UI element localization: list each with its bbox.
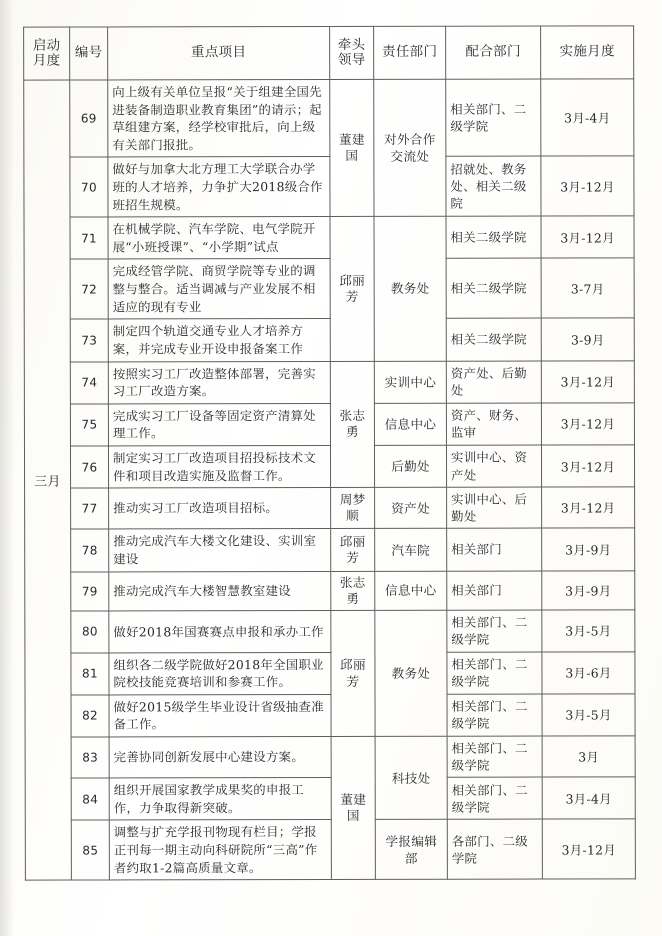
project-description-cell: 按照实习工厂改造整体部署，完善实习工厂改造方案。 — [108, 361, 330, 404]
schedule-month-cell: 3月-12月 — [542, 487, 635, 528]
start-month-label-line1: 启动 — [32, 37, 61, 54]
cooperating-department-cell: 相关部门、二级学院 — [447, 777, 542, 819]
responsible-department-cell: 后勤处 — [374, 445, 446, 487]
lead-person-cell: 董建国 — [330, 79, 374, 216]
project-description-cell: 完善协同创新发展中心建设方案。 — [109, 736, 331, 778]
row-number-cell: 71 — [70, 217, 108, 259]
schedule-month-cell: 3月-12月 — [541, 216, 634, 258]
project-description-cell: 制定实习工厂改造项目招投标技术文件和项目改造实施及监督工作。 — [108, 445, 330, 488]
schedule-month-cell: 3月-9月 — [542, 570, 635, 610]
project-description-cell: 做好2015级学生毕业设计省级抽查准备工作。 — [109, 694, 331, 737]
row-number-cell: 76 — [70, 446, 108, 488]
row-number-cell: 84 — [71, 778, 109, 820]
lead-person-cell: 张志勇 — [330, 361, 374, 488]
schedule-month-cell: 3月-9月 — [542, 528, 635, 570]
schedule-month-cell: 3-7月 — [541, 258, 634, 318]
table-row — [24, 318, 634, 361]
project-description-cell: 做好与加拿大北方理工大学联合办学班的人才培养，力争扩大2018级合作班招生规模。 — [108, 157, 330, 217]
lead-person-cell: 邱丽芳 — [331, 611, 375, 737]
project-description-cell: 推动完成汽车大楼智慧教室建设 — [109, 571, 331, 611]
project-description-cell: 制定四个轨道交通专业人才培养方案，并完成专业开设申报备案工作 — [108, 319, 330, 362]
schedule-month-cell: 3月-4月 — [541, 79, 634, 157]
responsible-department-cell: 资产处 — [375, 487, 447, 528]
table-row — [25, 736, 635, 778]
table-row — [24, 156, 634, 217]
project-description-cell: 向上级有关单位呈报“关于组建全国先进装备制造职业教育集团”的请示；起草组建方案，经学校审批后，向上级有关部门报批。 — [108, 79, 330, 157]
cooperating-department-cell: 相关二级学院 — [446, 216, 541, 258]
schedule-month-cell: 3-9月 — [541, 318, 634, 360]
column-header-number: 编号 — [70, 27, 108, 80]
table-row — [24, 403, 634, 446]
responsible-department-cell: 对外合作交流处 — [374, 79, 446, 216]
row-number-cell: 75 — [70, 404, 108, 446]
project-description-cell: 做好2018年国赛赛点申报和承办工作 — [109, 611, 331, 653]
table-row — [25, 570, 635, 611]
cooperating-department-cell: 实训中心、后勤处 — [447, 487, 542, 528]
start-month-label-line2: 月度 — [32, 52, 61, 69]
column-header-responsible: 责任部门 — [374, 26, 446, 79]
table-row — [24, 79, 634, 158]
cooperating-department-cell: 相关部门、二级学院 — [447, 652, 542, 694]
responsible-department-cell: 教务处 — [375, 611, 447, 737]
schedule-month-cell: 3月-12月 — [541, 156, 634, 216]
table-row — [25, 487, 635, 529]
responsible-department-cell: 教务处 — [374, 217, 446, 361]
row-number-cell: 72 — [70, 259, 108, 319]
row-number-cell: 81 — [71, 653, 109, 695]
cooperating-department-cell: 相关二级学院 — [446, 318, 541, 360]
row-number-cell: 70 — [70, 157, 108, 217]
table-row — [24, 445, 634, 488]
row-number-cell: 77 — [71, 488, 109, 529]
cooperating-department-cell: 相关部门 — [447, 528, 542, 570]
column-header-start-month — [24, 27, 70, 80]
lead-person-cell: 张志勇 — [331, 571, 375, 611]
start-month-group-cell: 三月 — [24, 80, 72, 880]
responsible-department-cell: 汽车院 — [375, 529, 447, 571]
table-header — [24, 26, 634, 80]
row-number-cell: 74 — [70, 361, 108, 403]
responsible-department-cell: 信息中心 — [374, 403, 446, 445]
table-header-row — [24, 26, 634, 80]
table-row — [24, 216, 634, 259]
column-header-lead — [330, 26, 374, 79]
schedule-month-cell: 3月-5月 — [542, 694, 635, 736]
row-number-cell: 82 — [71, 695, 109, 737]
row-number-cell: 79 — [71, 572, 109, 612]
table-row — [25, 610, 635, 652]
table-container — [24, 26, 634, 880]
column-header-cooperating: 配合部门 — [446, 26, 541, 79]
project-description-cell: 调整与扩充学报刊物现有栏目；学报正刊每一期主动向科研院所“三高”作者约取1-2篇高质量文章。 — [109, 820, 331, 880]
cooperating-department-cell: 相关部门 — [447, 571, 542, 611]
responsible-department-cell: 实训中心 — [374, 361, 446, 403]
cooperating-department-cell: 资产、财务、监审 — [446, 403, 541, 445]
table-row — [25, 777, 635, 820]
table-row — [25, 694, 635, 737]
project-description-cell: 推动完成汽车大楼文化建设、实训室建设 — [109, 529, 331, 572]
cooperating-department-cell: 相关部门、二级学院 — [447, 694, 542, 736]
cooperating-department-cell: 相关部门、二级学院 — [447, 736, 542, 777]
row-number-cell: 69 — [70, 80, 108, 158]
key-projects-table — [23, 25, 636, 881]
lead-person-cell: 董建国 — [331, 736, 375, 879]
project-description-cell: 完成实习工厂设备等固定资产清算处理工作。 — [108, 403, 330, 446]
lead-person-cell: 周梦顺 — [331, 488, 375, 529]
lead-label-line2: 领导 — [337, 51, 366, 68]
table-body — [24, 79, 636, 881]
lead-person-cell: 邱丽芳 — [331, 529, 375, 571]
table-row — [25, 819, 635, 880]
project-description-cell: 推动实习工厂改造项目招标。 — [109, 488, 331, 530]
schedule-month-cell: 3月-12月 — [541, 360, 634, 402]
cooperating-department-cell: 相关二级学院 — [446, 259, 541, 319]
responsible-department-cell: 科技处 — [375, 736, 447, 820]
schedule-month-cell: 3月-6月 — [542, 651, 635, 693]
schedule-month-cell: 3月-5月 — [542, 610, 635, 651]
cooperating-department-cell: 招就处、教务处、相关二级院 — [446, 156, 541, 216]
cooperating-department-cell: 相关部门、二级学院 — [447, 610, 542, 651]
table-row — [24, 360, 634, 403]
project-description-cell: 组织开展国家教学成果奖的申报工作，力争取得新突破。 — [109, 778, 331, 821]
schedule-month-cell: 3月 — [542, 736, 635, 777]
table-row — [25, 528, 635, 571]
column-header-schedule: 实施月度 — [541, 26, 634, 79]
row-number-cell: 78 — [71, 529, 109, 571]
cooperating-department-cell: 资产处、后勤处 — [446, 361, 541, 403]
project-description-cell: 在机械学院、汽车学院、电气学院开展“小班授课”、“小学期”试点 — [108, 217, 330, 260]
row-number-cell: 83 — [71, 737, 109, 778]
row-number-cell: 85 — [71, 820, 109, 880]
schedule-month-cell: 3月-4月 — [542, 777, 635, 819]
schedule-month-cell: 3月-12月 — [542, 819, 635, 879]
schedule-month-cell: 3月-12月 — [541, 445, 634, 487]
row-number-cell: 80 — [71, 611, 109, 652]
project-description-cell: 组织各二级学院做好2018年全国职业院校技能竞赛培训和参赛工作。 — [109, 652, 331, 695]
cooperating-department-cell: 实训中心、资产处 — [446, 445, 541, 487]
lead-label-line1: 牵头 — [337, 36, 366, 53]
cooperating-department-cell: 相关部门、二级学院 — [446, 79, 541, 157]
table-row — [25, 651, 635, 694]
row-number-cell: 73 — [70, 319, 108, 361]
project-description-cell: 完成经管学院、商贸学院等专业的调整与整合。适当调减与产业发展不相适应的现有专业 — [108, 259, 330, 319]
column-header-project: 重点项目 — [108, 26, 330, 79]
responsible-department-cell: 学报编辑部 — [375, 820, 447, 880]
cooperating-department-cell: 各部门、二级学院 — [447, 819, 542, 879]
lead-person-cell: 邱丽芳 — [330, 217, 374, 361]
schedule-month-cell: 3月-12月 — [541, 403, 634, 445]
responsible-department-cell: 信息中心 — [375, 571, 447, 611]
table-row — [24, 258, 634, 319]
